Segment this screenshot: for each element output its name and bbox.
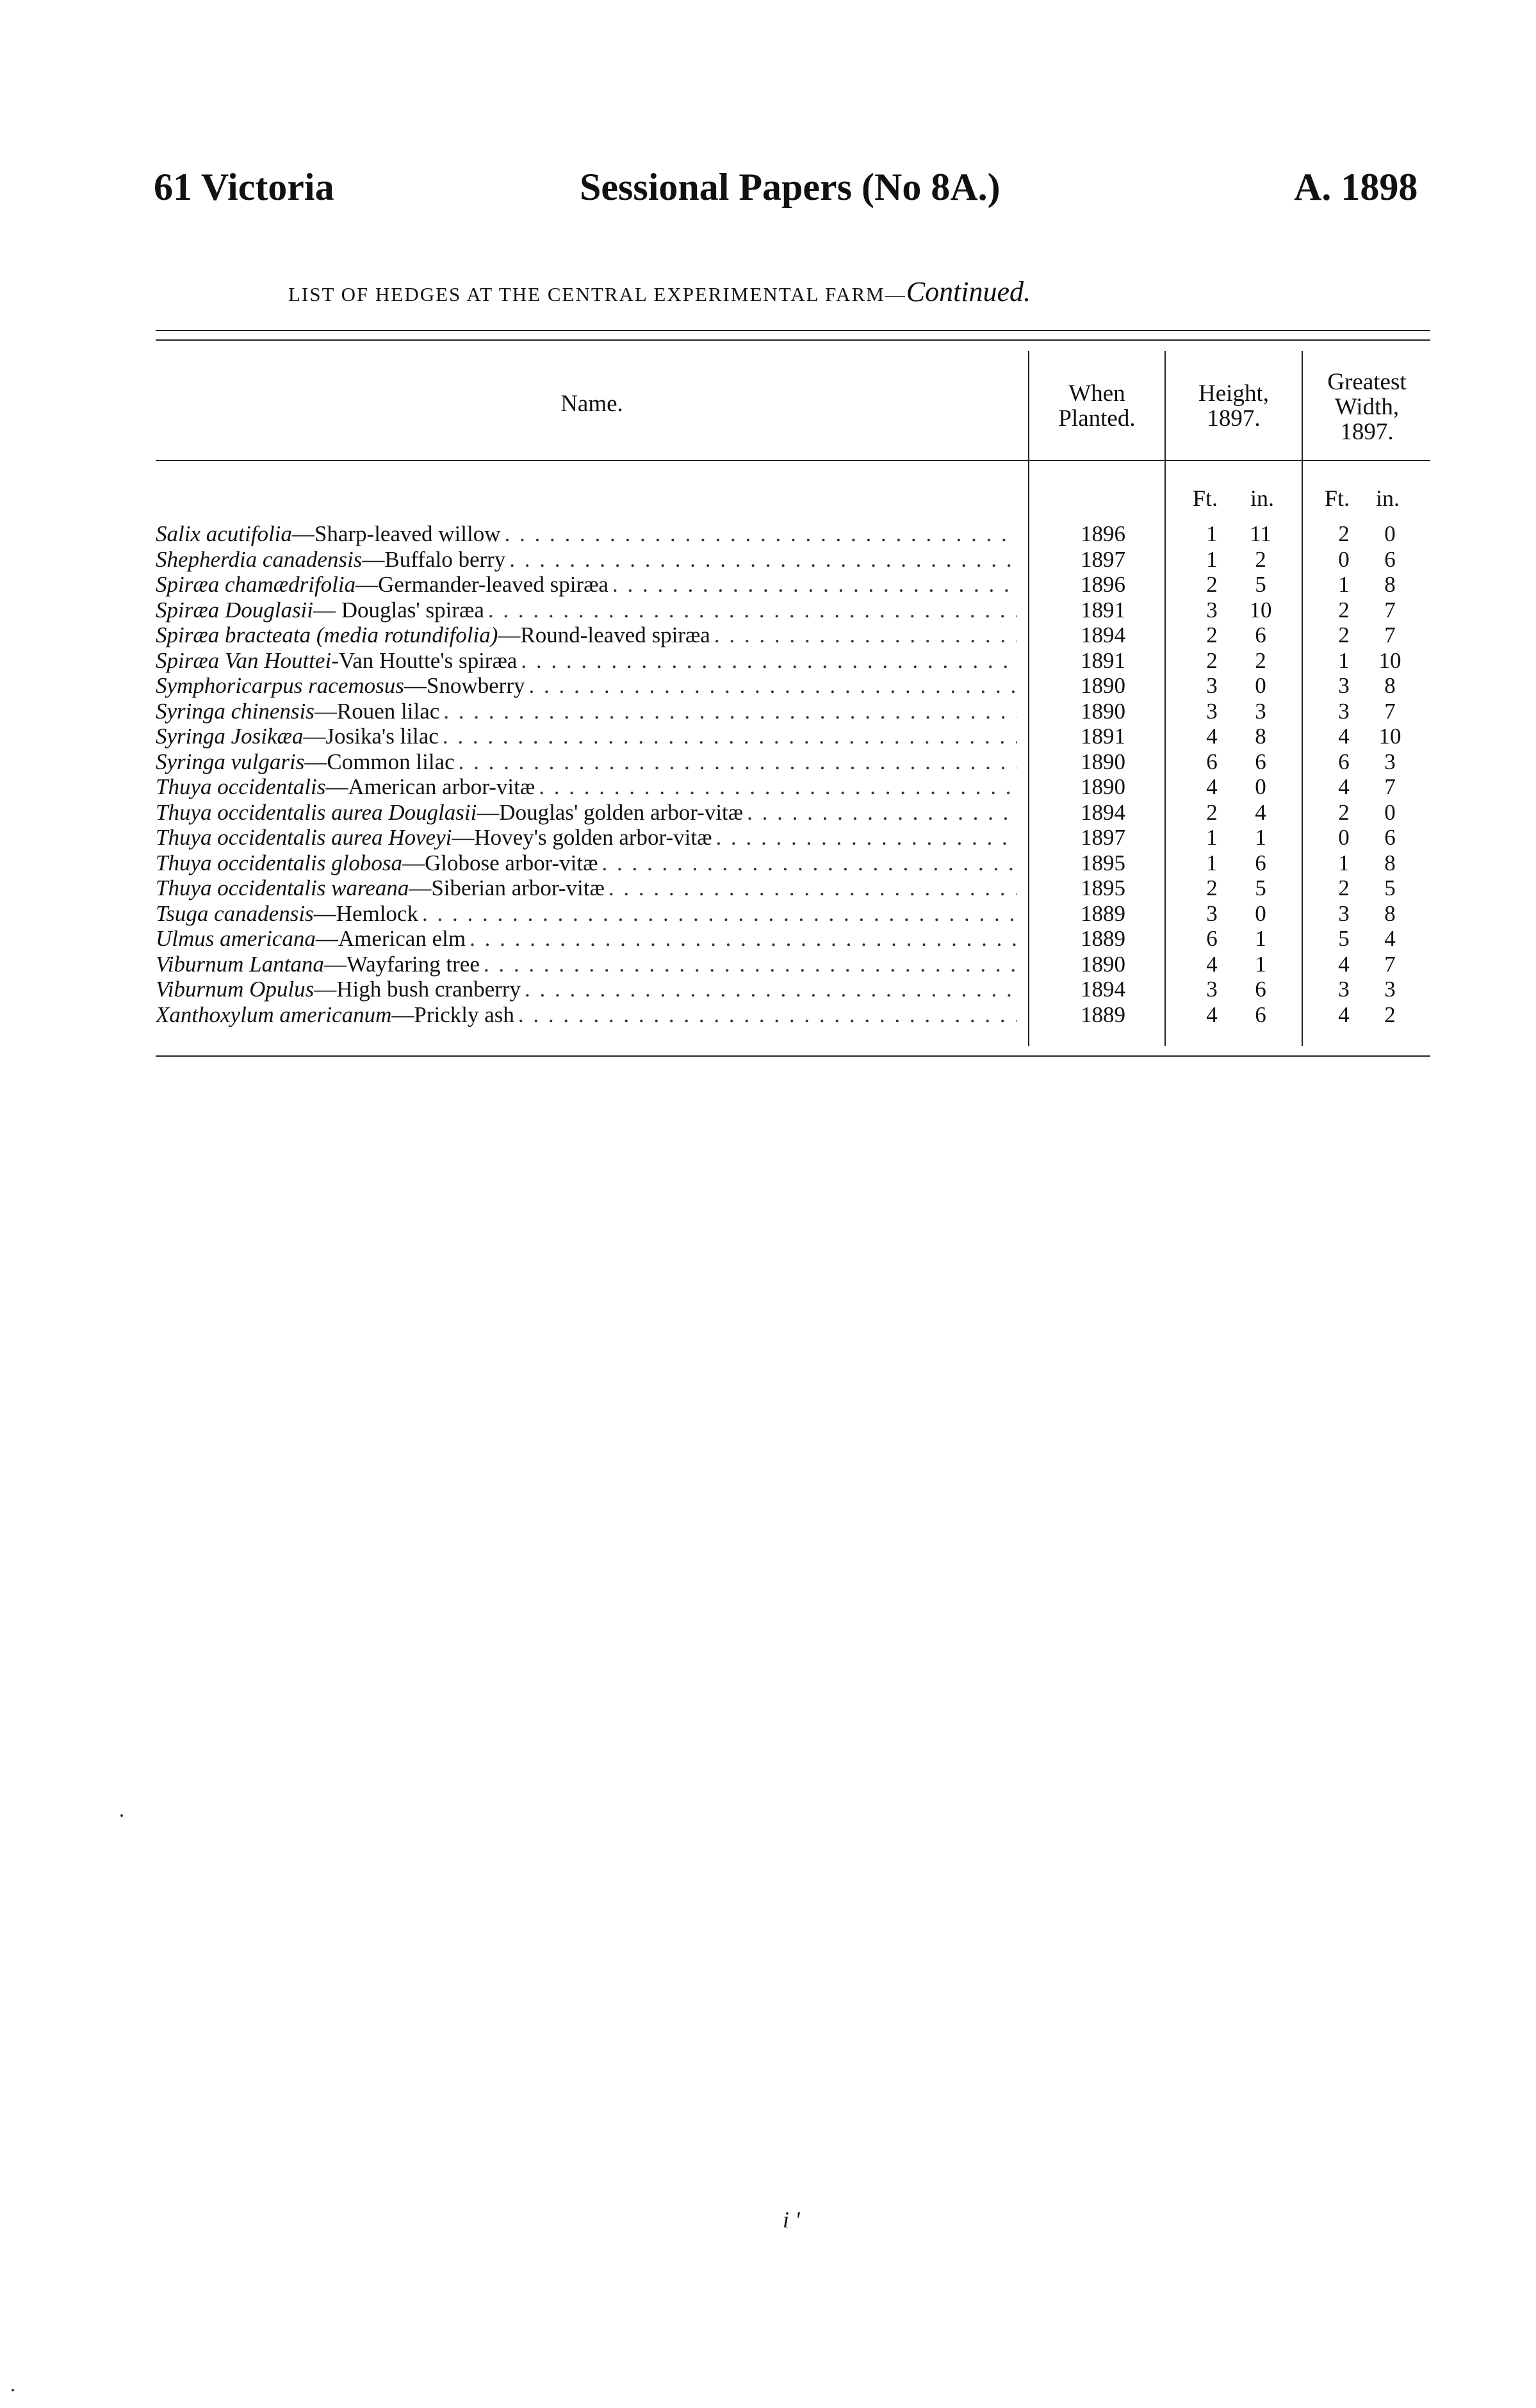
row-name bbox=[156, 800, 1017, 826]
row-width-ft: 6 bbox=[1338, 749, 1350, 774]
row-latin-name: Syringa chinensis bbox=[156, 698, 315, 724]
dot-leader bbox=[455, 749, 1017, 775]
row-width-in: 7 bbox=[1384, 622, 1396, 647]
dot-leader bbox=[517, 648, 1017, 674]
row-name bbox=[156, 825, 1017, 850]
row-common-name: —Snowberry bbox=[404, 673, 525, 698]
row-latin-name: Syringa Josikæa bbox=[156, 724, 304, 749]
table-row bbox=[0, 901, 1536, 927]
row-latin-name: Shepherdia canadensis bbox=[156, 546, 363, 572]
row-height-ft: 3 bbox=[1206, 698, 1218, 724]
row-width-in: 10 bbox=[1378, 647, 1401, 673]
row-planted: 1896 bbox=[1081, 521, 1125, 546]
row-width-ft: 2 bbox=[1338, 521, 1350, 546]
column-header-width-line2: Width, bbox=[1334, 393, 1400, 420]
row-common-name: —Rouen lilac bbox=[314, 698, 440, 724]
row-width-ft: 4 bbox=[1338, 1002, 1350, 1027]
row-height-in: 1 bbox=[1255, 926, 1266, 951]
row-planted: 1895 bbox=[1081, 850, 1125, 875]
table-row bbox=[0, 598, 1536, 623]
table-top-rule bbox=[156, 330, 1430, 331]
row-height-ft: 1 bbox=[1206, 521, 1218, 546]
row-width-in: 7 bbox=[1384, 597, 1396, 622]
column-header-planted bbox=[1029, 382, 1164, 432]
column-header-width-line1: Greatest bbox=[1327, 369, 1407, 395]
row-latin-name: Spiræa Van Houttei bbox=[156, 647, 332, 673]
column-header-height-line2: 1897. bbox=[1207, 405, 1261, 432]
unit-height-ft: Ft. bbox=[1193, 485, 1218, 511]
row-common-name: —Sharp-leaved willow bbox=[291, 521, 501, 546]
row-planted: 1897 bbox=[1081, 546, 1125, 572]
dot-leader bbox=[598, 850, 1017, 876]
dot-leader bbox=[418, 901, 1017, 927]
dot-leader bbox=[605, 875, 1017, 901]
row-name bbox=[156, 749, 1017, 775]
dot-leader bbox=[505, 547, 1017, 573]
table-row bbox=[0, 774, 1536, 800]
row-planted: 1894 bbox=[1081, 799, 1125, 825]
row-common-name: —Round-leaved spiræa bbox=[498, 622, 710, 647]
row-planted: 1889 bbox=[1081, 926, 1125, 951]
table-row bbox=[0, 622, 1536, 648]
dot-leader bbox=[439, 699, 1017, 724]
dot-leader bbox=[535, 774, 1017, 800]
dot-leader bbox=[743, 800, 1017, 826]
row-name bbox=[156, 521, 1017, 547]
row-height-ft: 4 bbox=[1206, 774, 1218, 799]
row-common-name: —Siberian arbor-vitæ bbox=[409, 875, 605, 900]
row-width-in: 8 bbox=[1384, 673, 1396, 698]
row-planted: 1889 bbox=[1081, 1002, 1125, 1027]
row-latin-name: Thuya occidentalis bbox=[156, 774, 326, 799]
row-width-ft: 1 bbox=[1338, 572, 1350, 597]
table-row bbox=[0, 572, 1536, 598]
page-mark: i ' bbox=[783, 2207, 800, 2233]
table-row bbox=[0, 952, 1536, 977]
row-latin-name: Thuya occidentalis aurea Douglasii bbox=[156, 799, 477, 825]
column-header-width bbox=[1303, 370, 1431, 445]
row-latin-name: Viburnum Opulus bbox=[156, 977, 315, 1002]
table-row bbox=[0, 850, 1536, 876]
row-planted: 1896 bbox=[1081, 572, 1125, 597]
row-common-name: —American arbor-vitæ bbox=[325, 774, 535, 799]
row-width-in: 2 bbox=[1384, 1002, 1396, 1027]
row-width-in: 7 bbox=[1384, 698, 1396, 724]
row-common-name: —Prickly ash bbox=[391, 1002, 514, 1027]
row-height-ft: 2 bbox=[1206, 572, 1218, 597]
row-width-ft: 2 bbox=[1338, 799, 1350, 825]
dot-leader bbox=[525, 673, 1017, 699]
row-height-ft: 3 bbox=[1206, 673, 1218, 698]
table-row bbox=[0, 699, 1536, 724]
running-header-center: Sessional Papers (No 8A.) bbox=[580, 166, 1001, 208]
row-width-in: 0 bbox=[1384, 799, 1396, 825]
row-name bbox=[156, 977, 1017, 1002]
row-latin-name: Thuya occidentalis wareana bbox=[156, 875, 409, 900]
row-height-ft: 1 bbox=[1206, 850, 1218, 875]
row-height-ft: 2 bbox=[1206, 622, 1218, 647]
row-height-in: 1 bbox=[1255, 951, 1266, 977]
table-row bbox=[0, 749, 1536, 775]
column-header-planted-line1: When bbox=[1068, 380, 1125, 407]
row-latin-name: Tsuga canadensis bbox=[156, 900, 314, 926]
row-height-ft: 3 bbox=[1206, 597, 1218, 622]
row-width-ft: 3 bbox=[1338, 977, 1350, 1002]
row-width-ft: 5 bbox=[1338, 926, 1350, 951]
row-width-in: 3 bbox=[1384, 749, 1396, 774]
dot-leader bbox=[501, 521, 1017, 547]
table-row bbox=[0, 1002, 1536, 1028]
row-name bbox=[156, 724, 1017, 749]
column-header-height bbox=[1166, 382, 1302, 432]
row-name bbox=[156, 598, 1017, 623]
row-height-in: 0 bbox=[1255, 673, 1266, 698]
table-row bbox=[0, 648, 1536, 674]
row-width-in: 8 bbox=[1384, 572, 1396, 597]
row-height-ft: 2 bbox=[1206, 799, 1218, 825]
row-width-ft: 2 bbox=[1338, 875, 1350, 900]
row-height-ft: 4 bbox=[1206, 951, 1218, 977]
table-row bbox=[0, 825, 1536, 850]
column-header-planted-line2: Planted. bbox=[1058, 405, 1136, 432]
row-common-name: —Hemlock bbox=[313, 900, 418, 926]
table-title-continued: Continued. bbox=[906, 276, 1031, 307]
row-latin-name: Xanthoxylum americanum bbox=[156, 1002, 392, 1027]
dot-leader bbox=[514, 1002, 1017, 1028]
row-width-ft: 4 bbox=[1338, 724, 1350, 749]
unit-width-ft: Ft. bbox=[1325, 485, 1350, 511]
dot-leader bbox=[609, 572, 1017, 598]
dot-leader bbox=[439, 724, 1017, 749]
row-planted: 1889 bbox=[1081, 900, 1125, 926]
row-height-in: 0 bbox=[1255, 900, 1266, 926]
row-width-ft: 4 bbox=[1338, 774, 1350, 799]
unit-width-in: in. bbox=[1376, 485, 1400, 511]
row-height-in: 4 bbox=[1255, 799, 1266, 825]
row-width-in: 10 bbox=[1378, 724, 1401, 749]
row-height-in: 6 bbox=[1255, 850, 1266, 875]
row-width-ft: 3 bbox=[1338, 900, 1350, 926]
dot-leader bbox=[712, 825, 1017, 850]
row-common-name: —Hovey's golden arbor-vitæ bbox=[452, 825, 712, 850]
scan-speck bbox=[12, 2389, 14, 2391]
row-name bbox=[156, 673, 1017, 699]
row-latin-name: Salix acutifolia bbox=[156, 521, 292, 546]
row-width-in: 4 bbox=[1384, 926, 1396, 951]
row-common-name: —American elm bbox=[315, 926, 466, 951]
row-planted: 1890 bbox=[1081, 698, 1125, 724]
dot-leader bbox=[521, 977, 1017, 1002]
column-header-name: Name. bbox=[560, 391, 623, 417]
dot-leader bbox=[484, 598, 1017, 623]
row-common-name: —Globose arbor-vitæ bbox=[402, 850, 598, 875]
row-name bbox=[156, 850, 1017, 876]
row-latin-name: Thuya occidentalis aurea Hoveyi bbox=[156, 825, 452, 850]
table-row bbox=[0, 977, 1536, 1002]
row-common-name: —Germander-leaved spiræa bbox=[355, 572, 609, 597]
row-name bbox=[156, 875, 1017, 901]
table-row bbox=[0, 926, 1536, 952]
row-width-in: 3 bbox=[1384, 977, 1396, 1002]
row-height-ft: 6 bbox=[1206, 749, 1218, 774]
row-common-name: —Buffalo berry bbox=[362, 546, 506, 572]
row-name bbox=[156, 622, 1017, 648]
row-planted: 1897 bbox=[1081, 825, 1125, 850]
row-common-name: —Common lilac bbox=[304, 749, 455, 774]
row-planted: 1894 bbox=[1081, 977, 1125, 1002]
row-height-in: 6 bbox=[1255, 977, 1266, 1002]
row-name bbox=[156, 952, 1017, 977]
unit-height-in: in. bbox=[1250, 485, 1275, 511]
running-header-right: A. 1898 bbox=[1294, 166, 1418, 208]
column-header-height-line1: Height, bbox=[1198, 380, 1269, 407]
row-common-name: — Douglas' spiræa bbox=[313, 597, 484, 622]
running-header-left: 61 Victoria bbox=[154, 166, 334, 208]
dot-leader bbox=[480, 952, 1017, 977]
table-row bbox=[0, 673, 1536, 699]
row-width-in: 7 bbox=[1384, 951, 1396, 977]
row-planted: 1895 bbox=[1081, 875, 1125, 900]
row-name bbox=[156, 547, 1017, 573]
row-latin-name: Symphoricarpus racemosus bbox=[156, 673, 404, 698]
row-height-ft: 4 bbox=[1206, 724, 1218, 749]
row-width-ft: 0 bbox=[1338, 825, 1350, 850]
row-planted: 1891 bbox=[1081, 724, 1125, 749]
row-common-name: —Josika's lilac bbox=[303, 724, 439, 749]
row-width-in: 6 bbox=[1384, 546, 1396, 572]
row-latin-name: Ulmus americana bbox=[156, 926, 316, 951]
row-name bbox=[156, 699, 1017, 724]
row-name bbox=[156, 1002, 1017, 1028]
row-width-ft: 1 bbox=[1338, 647, 1350, 673]
row-height-in: 3 bbox=[1255, 698, 1266, 724]
row-width-ft: 1 bbox=[1338, 850, 1350, 875]
row-height-in: 0 bbox=[1255, 774, 1266, 799]
row-name bbox=[156, 648, 1017, 674]
table-title-main: LIST OF HEDGES AT THE CENTRAL EXPERIMENTAL FARM— bbox=[288, 283, 906, 305]
row-height-in: 5 bbox=[1255, 875, 1266, 900]
row-height-ft: 1 bbox=[1206, 825, 1218, 850]
table-top-rule-second bbox=[156, 339, 1430, 341]
row-latin-name: Thuya occidentalis globosa bbox=[156, 850, 402, 875]
dot-leader bbox=[710, 622, 1017, 648]
row-height-in: 2 bbox=[1255, 546, 1266, 572]
row-name bbox=[156, 901, 1017, 927]
row-common-name: —Douglas' golden arbor-vitæ bbox=[477, 799, 744, 825]
row-height-in: 5 bbox=[1255, 572, 1266, 597]
column-header-width-line3: 1897. bbox=[1340, 418, 1394, 445]
table-row bbox=[0, 521, 1536, 547]
table-bottom-rule bbox=[156, 1055, 1430, 1057]
row-height-in: 10 bbox=[1249, 597, 1272, 622]
row-height-ft: 2 bbox=[1206, 647, 1218, 673]
row-name bbox=[156, 774, 1017, 800]
row-width-in: 8 bbox=[1384, 900, 1396, 926]
row-width-ft: 3 bbox=[1338, 698, 1350, 724]
dot-leader bbox=[466, 926, 1017, 952]
row-width-in: 5 bbox=[1384, 875, 1396, 900]
row-height-in: 6 bbox=[1255, 622, 1266, 647]
row-width-in: 0 bbox=[1384, 521, 1396, 546]
row-height-in: 1 bbox=[1255, 825, 1266, 850]
row-height-in: 2 bbox=[1255, 647, 1266, 673]
row-height-ft: 1 bbox=[1206, 546, 1218, 572]
row-height-in: 8 bbox=[1255, 724, 1266, 749]
row-width-ft: 4 bbox=[1338, 951, 1350, 977]
row-width-in: 7 bbox=[1384, 774, 1396, 799]
row-name bbox=[156, 926, 1017, 952]
row-planted: 1891 bbox=[1081, 647, 1125, 673]
row-width-ft: 0 bbox=[1338, 546, 1350, 572]
row-planted: 1890 bbox=[1081, 774, 1125, 799]
row-latin-name: Spiræa chamædrifolia bbox=[156, 572, 356, 597]
row-width-in: 6 bbox=[1384, 825, 1396, 850]
scan-speck bbox=[120, 1814, 123, 1817]
table-title bbox=[288, 275, 1031, 308]
table-row bbox=[0, 800, 1536, 826]
row-height-in: 6 bbox=[1255, 1002, 1266, 1027]
header-bottom-rule bbox=[156, 460, 1430, 461]
row-latin-name: Spiræa Douglasii bbox=[156, 597, 314, 622]
row-planted: 1890 bbox=[1081, 673, 1125, 698]
row-latin-name: Syringa vulgaris bbox=[156, 749, 305, 774]
row-common-name: —High bush cranberry bbox=[314, 977, 521, 1002]
row-planted: 1891 bbox=[1081, 597, 1125, 622]
table-row bbox=[0, 547, 1536, 573]
row-width-ft: 2 bbox=[1338, 597, 1350, 622]
row-height-ft: 3 bbox=[1206, 977, 1218, 1002]
row-height-ft: 4 bbox=[1206, 1002, 1218, 1027]
row-latin-name: Viburnum Lantana bbox=[156, 951, 324, 977]
row-width-ft: 2 bbox=[1338, 622, 1350, 647]
row-planted: 1890 bbox=[1081, 951, 1125, 977]
row-height-in: 6 bbox=[1255, 749, 1266, 774]
table-row bbox=[0, 875, 1536, 901]
row-common-name: -Van Houtte's spiræa bbox=[331, 647, 518, 673]
row-height-in: 11 bbox=[1250, 521, 1271, 546]
row-name bbox=[156, 572, 1017, 598]
row-common-name: —Wayfaring tree bbox=[323, 951, 480, 977]
row-width-ft: 3 bbox=[1338, 673, 1350, 698]
row-height-ft: 3 bbox=[1206, 900, 1218, 926]
row-height-ft: 2 bbox=[1206, 875, 1218, 900]
row-width-in: 8 bbox=[1384, 850, 1396, 875]
row-planted: 1894 bbox=[1081, 622, 1125, 647]
row-planted: 1890 bbox=[1081, 749, 1125, 774]
table-row bbox=[0, 724, 1536, 749]
row-latin-name: Spiræa bracteata (media rotundifolia) bbox=[156, 622, 498, 647]
row-height-ft: 6 bbox=[1206, 926, 1218, 951]
